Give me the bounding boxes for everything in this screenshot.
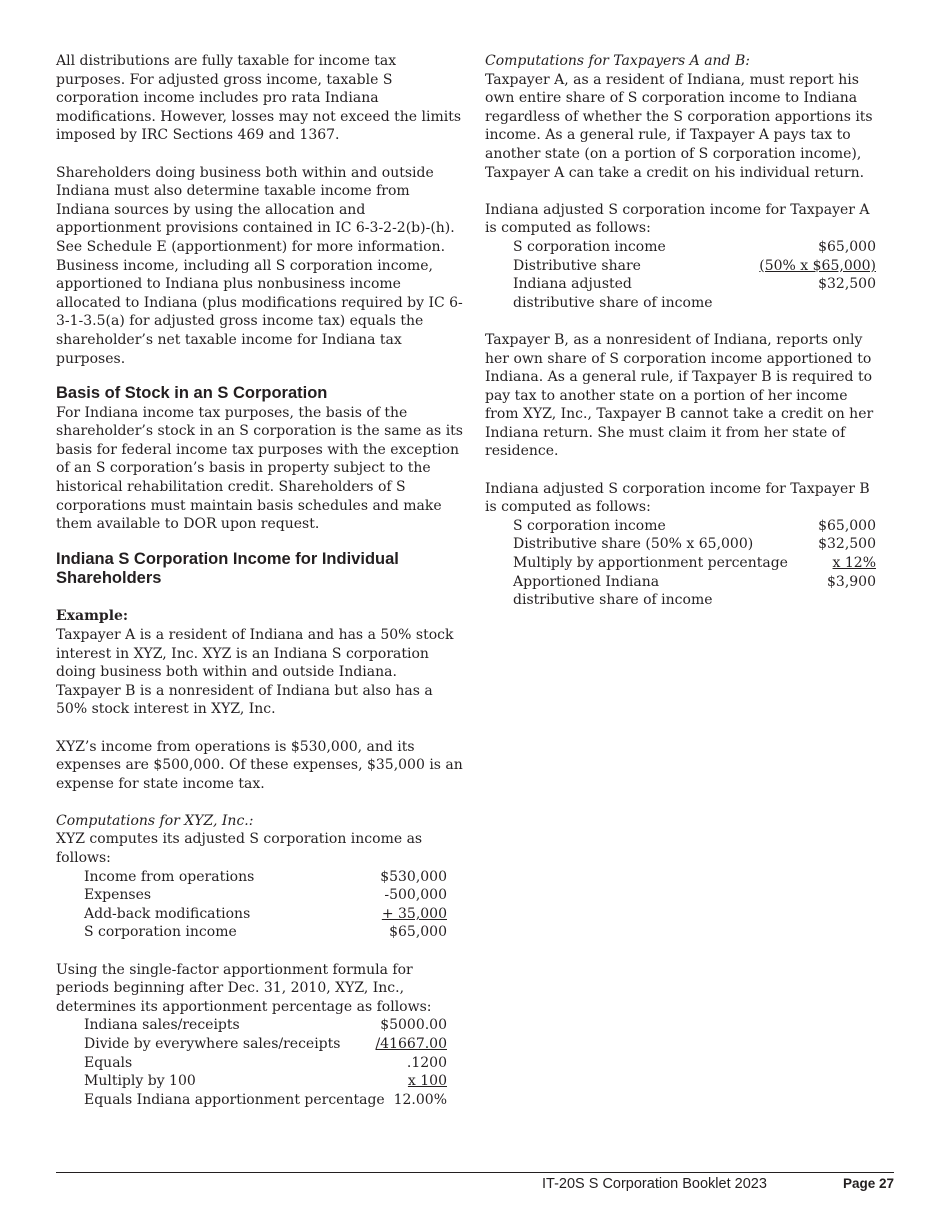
row-label: Multiply by apportionment percentage [513,555,788,572]
row-label: S corporation income [84,924,237,941]
computations-ab-heading: Computations for Taxpayers A and B: [485,53,750,69]
row-value: x 12% [832,555,876,572]
row-value: $32,500 [818,536,876,553]
paragraph-example: Taxpayer A is a resident of Indiana and has a 50% stock interest in XYZ, Inc. XYZ is an Indiana S corporation doing business both within and outside Indiana. Taxpayer B is a nonresident of Indiana but also has a 50% stock interest in XYZ, Inc. [56,626,454,718]
row-label: Distributive share [513,257,641,274]
table-row [513,517,876,536]
row-value: $5000.00 [380,1017,447,1034]
row-label: Equals [84,1054,133,1071]
table-row [84,886,447,905]
table-row [84,1091,447,1110]
table-row [513,275,876,312]
table-row [84,923,447,942]
table-row [84,1054,447,1073]
paragraph-taxpayer-a-intro: Indiana adjusted S corporation income for Taxpayer A is computed as follows: [485,201,870,237]
table-row [513,238,876,257]
apportionment-table [56,1016,447,1109]
footer-booklet-title: IT-20S S Corporation Booklet 2023 [542,1176,767,1192]
paragraph-shareholders-business: Shareholders doing business both within and outside Indiana must also determine taxable income from Indiana sources by using the allocation and apportionment provisions contained in IC 6-3-2-2(b)-(h). See Schedule E (apportionment) for more information. Business income, including all S corporation income, apportioned to Indiana plus nonbusiness income allocated to Indiana (plus modifications required by IC 6-3-1-3.5(a) for adjusted gross income tax) equals the shareholder’s net taxable income for Indiana tax purposes. [56,164,463,367]
row-value: .1200 [406,1054,447,1071]
table-row [84,868,447,887]
footer-page-number: Page 27 [842,1176,894,1191]
table-row [513,257,876,276]
row-label: Income from operations [84,868,255,885]
paragraph-taxpayer-b-intro: Indiana adjusted S corporation income for Taxpayer B is computed as follows: [485,480,870,516]
row-label: S corporation income [513,238,666,255]
row-value: (50% x $65,000) [759,257,876,274]
table-row [84,1016,447,1035]
paragraph-taxpayer-b: Taxpayer B, as a nonresident of Indiana, reports only her own share of S corporation income apportioned to Indiana. As a general rule, if Taxpayer B is required to pay tax to another state on a portion of her income from XYZ, Inc., Taxpayer B cannot take a credit on her Indiana return. She must claim it from her state of residence. [485,331,874,460]
row-value: $65,000 [818,517,876,534]
table-row [513,554,876,573]
heading-indiana-s-corp-income: Indiana S Corporation Income for Individual Shareholders [56,549,399,588]
paragraph-distributions: All distributions are fully taxable for income tax purposes. For adjusted gross income, taxable S corporation income includes pro rata Indiana modifications. However, losses may not exceed the limits imposed by IRC Sections 469 and 1367. [56,53,462,144]
row-label: Apportioned Indiana distributive share of income [513,573,713,609]
row-label: S corporation income [513,517,666,534]
example-label: Example: [56,608,129,625]
computations-xyz-heading: Computations for XYZ, Inc.: [56,812,254,829]
taxpayer-a-table [485,238,876,312]
right-column [485,52,882,610]
row-label: Equals Indiana apportionment percentage [84,1091,385,1108]
table-row [513,573,876,610]
xyz-income-table [56,868,447,942]
row-value: $530,000 [380,868,447,885]
footer-rule [56,1172,894,1173]
row-value: 12.00% [393,1091,447,1108]
taxpayer-b-table [485,517,876,610]
row-label: Add-back modifications [84,905,251,922]
row-value: + 35,000 [381,905,447,922]
paragraph-apportionment: Using the single-factor apportionment formula for periods beginning after Dec. 31, 2010, XYZ, Inc., determines its apportionment percentage as follows: [56,961,432,1015]
row-value: x 100 [407,1073,447,1090]
table-row [84,1035,447,1054]
row-value: -500,000 [384,887,447,904]
row-value: $65,000 [818,238,876,255]
row-value: $3,900 [827,573,876,590]
row-label: Indiana sales/receipts [84,1017,240,1034]
paragraph-taxpayer-a: Taxpayer A, as a resident of Indiana, must report his own entire share of S corporation income to Indiana regardless of whether the S corporation apportions its income. As a general rule, if Taxpayer A pays tax to another state (on a portion of S corporation income), Taxpayer A can take a credit on his individual return. [485,71,873,181]
table-row [513,535,876,554]
row-label: Distributive share (50% x 65,000) [513,536,754,553]
computations-xyz-intro: XYZ computes its adjusted S corporation income as follows: [56,831,423,867]
row-value: /41667.00 [375,1036,447,1052]
row-label: Divide by everywhere sales/receipts [84,1036,341,1052]
left-column [56,52,464,1109]
paragraph-xyz-income: XYZ’s income from operations is $530,000, and its expenses are $500,000. Of these expenses, $35,000 is an expense for state income tax. [56,738,463,792]
heading-basis-of-stock: Basis of Stock in an S Corporation [56,384,328,403]
row-label: Expenses [84,887,152,904]
row-label: Indiana adjusted distributive share of income [513,276,713,311]
row-label: Multiply by 100 [84,1073,196,1090]
table-row [84,905,447,924]
row-value: $32,500 [818,276,876,293]
row-value: $65,000 [389,924,447,941]
paragraph-basis: For Indiana income tax purposes, the basis of the shareholder’s stock in an S corporation is the same as its basis for federal income tax purposes with the exception of an S corporation’s basis in property subject to the historical rehabilitation credit. Shareholders of S corporations must maintain basis schedules and make them available to DOR upon request. [56,404,463,533]
table-row [84,1072,447,1091]
